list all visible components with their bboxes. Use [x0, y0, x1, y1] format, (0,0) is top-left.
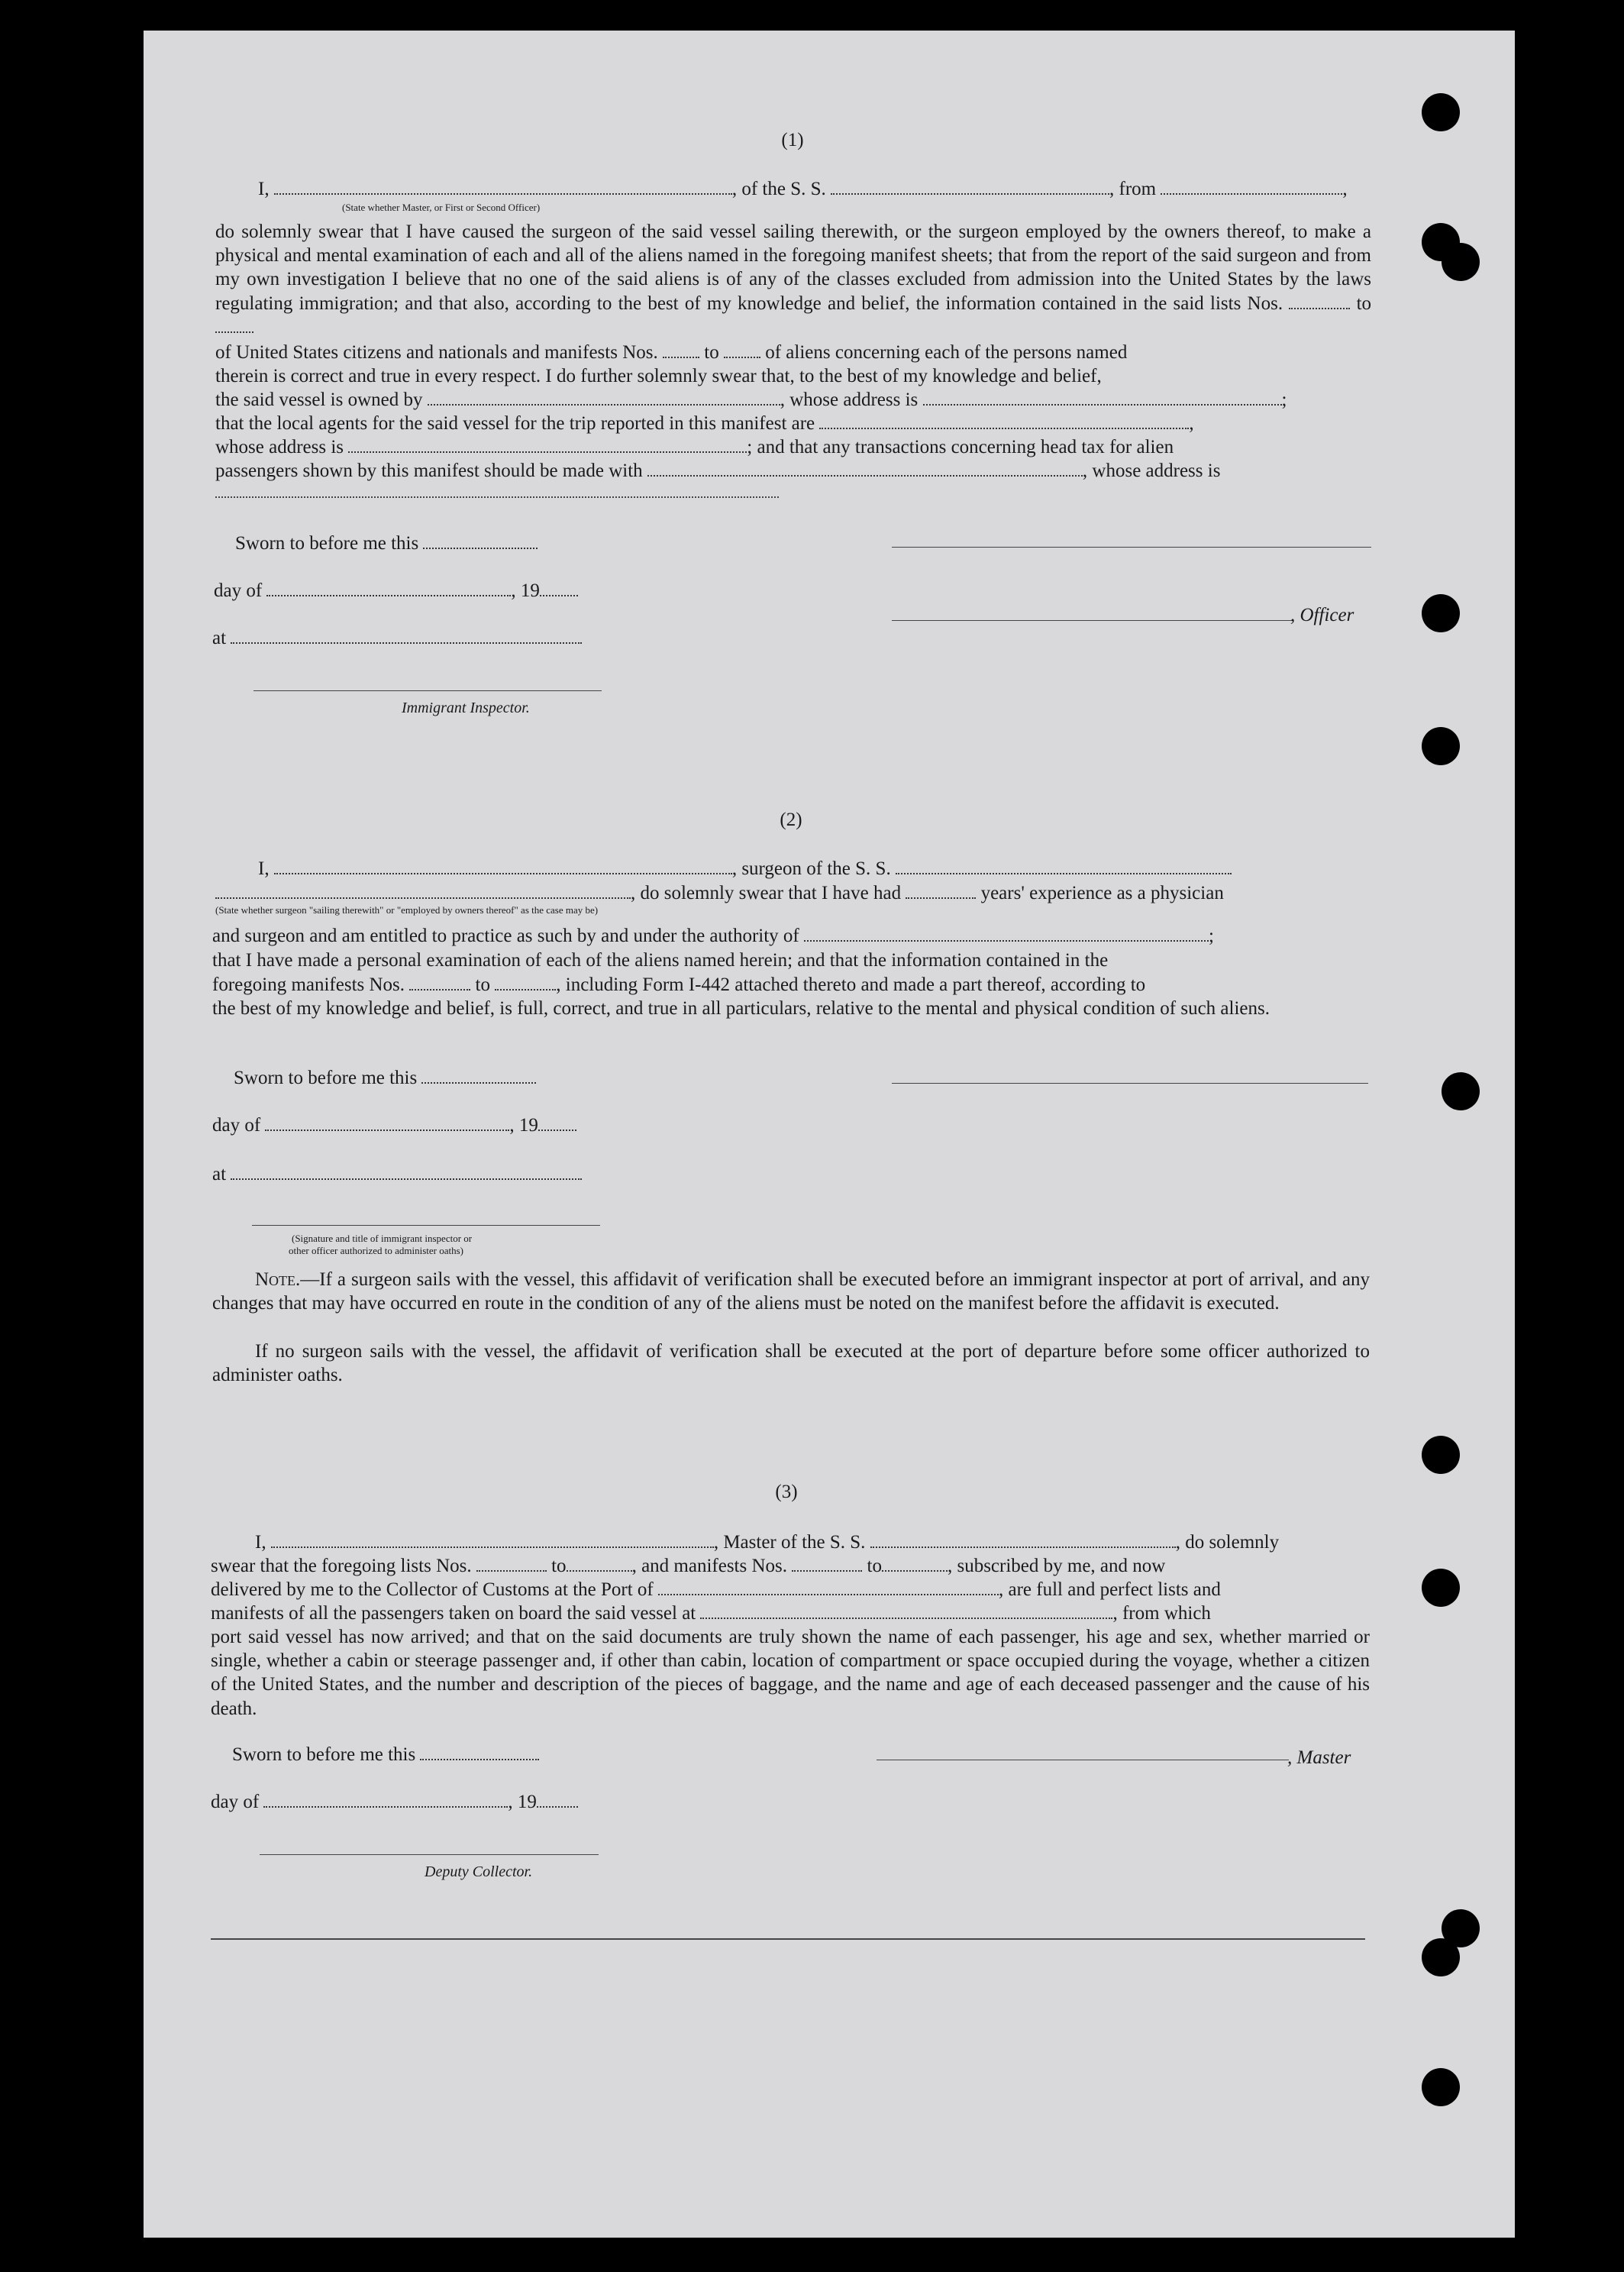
day-of-line: day of , 19	[212, 1113, 576, 1137]
foregoing-line: foregoing manifests Nos. to , including Form I-442 attached thereto and made a part thereof, according to	[212, 974, 1146, 995]
at-place-field[interactable]	[231, 629, 582, 644]
immigrant-inspector-label: Immigrant Inspector.	[402, 700, 530, 716]
section-number: (1)	[781, 130, 804, 150]
officer-label: , Officer	[1290, 605, 1354, 625]
section-number: (2)	[780, 810, 802, 830]
examination-line: that I have made a personal examination of each of the aliens named herein; and that the information contained in the	[212, 950, 1109, 971]
years-field[interactable]	[906, 884, 976, 899]
signature-note: other officer authorized to administer oaths)	[289, 1245, 463, 1256]
note-label: Note.	[255, 1269, 301, 1290]
address-line[interactable]	[215, 496, 779, 498]
owner-address-field[interactable]	[923, 390, 1282, 406]
surgeon-name-field[interactable]	[274, 859, 732, 874]
surgeon-signature-line[interactable]	[892, 1083, 1368, 1084]
owned-by-line: the said vessel is owned by , whose address is ;	[215, 389, 1287, 410]
swear-lists-line: swear that the foregoing lists Nos. to , and manifests Nos. to , subscribed by me, and now	[211, 1556, 1166, 1576]
year-field[interactable]	[537, 1792, 578, 1808]
year-field[interactable]	[540, 581, 578, 596]
binder-hole	[1442, 1072, 1480, 1110]
binder-hole	[1422, 1569, 1460, 1607]
sworn-date-field[interactable]	[421, 1068, 536, 1084]
manifests-to-field[interactable]	[495, 975, 556, 991]
binder-hole	[1422, 1938, 1460, 1976]
authority-field[interactable]	[804, 926, 1209, 942]
binder-hole	[1422, 594, 1460, 632]
correct-line: therein is correct and true in every respect. I do further solemnly swear that, to the best of my knowledge and belief,	[215, 366, 1102, 386]
section-number: (3)	[775, 1482, 798, 1502]
at-place-field[interactable]	[231, 1165, 582, 1180]
signature-note: (Signature and title of immigrant inspector or	[292, 1233, 473, 1244]
note-paragraph: Note.—If a surgeon sails with the vessel, this affidavit of verification shall be executed before an immigrant inspector at port of arrival, and any changes that may have occurred en route in the condition of any of the aliens must be noted on the manifest before the affidavit is executed.	[212, 1269, 1370, 1314]
manifests-to-field[interactable]	[882, 1556, 948, 1572]
from-port-field[interactable]	[1161, 179, 1342, 195]
head-tax-field[interactable]	[647, 461, 1083, 477]
sworn-date-field[interactable]	[423, 534, 538, 549]
lists-to-field[interactable]	[215, 318, 253, 333]
authority-line: and surgeon and am entitled to practice as such by and under the authority of ;	[212, 926, 1214, 946]
month-field[interactable]	[266, 581, 511, 596]
year-field[interactable]	[538, 1116, 576, 1131]
manifests-to-field[interactable]	[724, 343, 760, 358]
lists-no-field[interactable]	[476, 1556, 547, 1572]
collector-signature-line[interactable]	[260, 1854, 599, 1855]
sworn-line: Sworn to before me this	[232, 1743, 539, 1766]
note-paragraph-2: If no surgeon sails with the vessel, the affidavit of verification shall be executed at the port of departure before some officer authorized to administer oaths.	[212, 1341, 1370, 1386]
whose-address-line: whose address is ; and that any transactions concerning head tax for alien	[215, 437, 1174, 457]
vessel-field[interactable]	[870, 1533, 1176, 1548]
sworn-line: Sworn to before me this	[235, 532, 538, 555]
binder-hole	[1422, 93, 1460, 131]
officer-name-field[interactable]	[274, 179, 732, 195]
surgeon-paragraph: the best of my knowledge and belief, is full, correct, and true in all particulars, relative to the mental and physical condition of such aliens.	[212, 998, 1270, 1019]
binder-hole	[1422, 1436, 1460, 1474]
lists-no-field[interactable]	[1289, 294, 1350, 309]
citizens-line: of United States citizens and nationals and manifests Nos. to of aliens concerning each of the persons named	[215, 342, 1128, 363]
day-of-line: day of , 19	[211, 1790, 578, 1814]
boarding-port-field[interactable]	[700, 1604, 1112, 1619]
delivered-line: delivered by me to the Collector of Customs at the Port of , are full and perfect lists and	[211, 1579, 1221, 1600]
inspector-signature-line[interactable]	[253, 690, 602, 691]
owner-field[interactable]	[428, 390, 780, 406]
surgeon-oath-line: I, , surgeon of the S. S.	[258, 857, 1232, 881]
vessel-field[interactable]	[831, 179, 1109, 195]
surgeon-state-note: (State whether surgeon "sailing therewith" or "employed by owners thereof" as the case may be)	[215, 904, 599, 916]
surgeon-type-field[interactable]	[215, 884, 631, 899]
binder-hole	[1422, 2068, 1460, 2106]
at-line: at	[212, 1162, 582, 1186]
master-line: I, , Master of the S. S. , do solemnly	[255, 1532, 1280, 1553]
manifests-no-field[interactable]	[663, 343, 699, 358]
oath-paragraph: do solemnly swear that I have caused the surgeon of the said vessel sailing therewith, or the surgeon employed by the owners thereof, to make a physical and mental examination of each and all of the aliens named in the foregoing manifest sheets; that from the report of the said surgeon and from my own investigation I believe that no one of the said aliens is of any of the classes excluded from admission into the United States by the laws regulating immigration; and that also, according to the best of my knowledge and belief, the information contained in the said lists Nos. to	[215, 220, 1371, 339]
officer-signature-line[interactable]	[892, 620, 1292, 621]
master-oath-line: I, , of the S. S. , from ,	[258, 179, 1348, 199]
agents-address-field[interactable]	[348, 438, 747, 453]
agents-field[interactable]	[819, 414, 1189, 429]
day-of-line: day of , 19	[214, 579, 578, 603]
experience-line: , do solemnly swear that I have had years' experience as a physician	[215, 881, 1224, 905]
deputy-collector-label: Deputy Collector.	[425, 1863, 533, 1880]
port-field[interactable]	[658, 1580, 999, 1595]
manifests-no-field[interactable]	[409, 975, 470, 991]
local-agents-line: that the local agents for the said vessel for the trip reported in this manifest are ,	[215, 413, 1194, 434]
month-field[interactable]	[265, 1116, 509, 1131]
binder-hole	[1422, 727, 1460, 765]
lists-to-field[interactable]	[567, 1556, 632, 1572]
binder-hole	[1442, 243, 1480, 281]
master-paragraph: port said vessel has now arrived; and that on the said documents are truly shown the name of each passenger, his age and sex, whether married or single, whether a cabin or steerage passenger and, if other than cabin, location of compartment or space occupied during the voyage, whether a citizen of the United States, and the number and description of the pieces of baggage, and the name and age of each deceased passenger and the cause of his death.	[211, 1627, 1370, 1719]
signature-line[interactable]	[892, 547, 1371, 548]
master-name-field[interactable]	[271, 1533, 714, 1548]
passengers-line: passengers shown by this manifest should be made with , whose address is	[215, 461, 1221, 481]
master-label: , Master	[1287, 1747, 1351, 1768]
sworn-date-field[interactable]	[420, 1745, 539, 1760]
inspector-signature-line[interactable]	[252, 1225, 600, 1226]
month-field[interactable]	[263, 1792, 508, 1808]
vessel-field[interactable]	[896, 859, 1232, 874]
manifests-no-field[interactable]	[792, 1556, 862, 1572]
bottom-rule	[211, 1938, 1365, 1940]
sworn-line: Sworn to before me this	[234, 1066, 536, 1090]
state-note: (State whether Master, or First or Second Officer)	[342, 202, 541, 213]
at-line: at	[212, 626, 582, 650]
manifests-all-line: manifests of all the passengers taken on board the said vessel at , from which	[211, 1603, 1211, 1624]
